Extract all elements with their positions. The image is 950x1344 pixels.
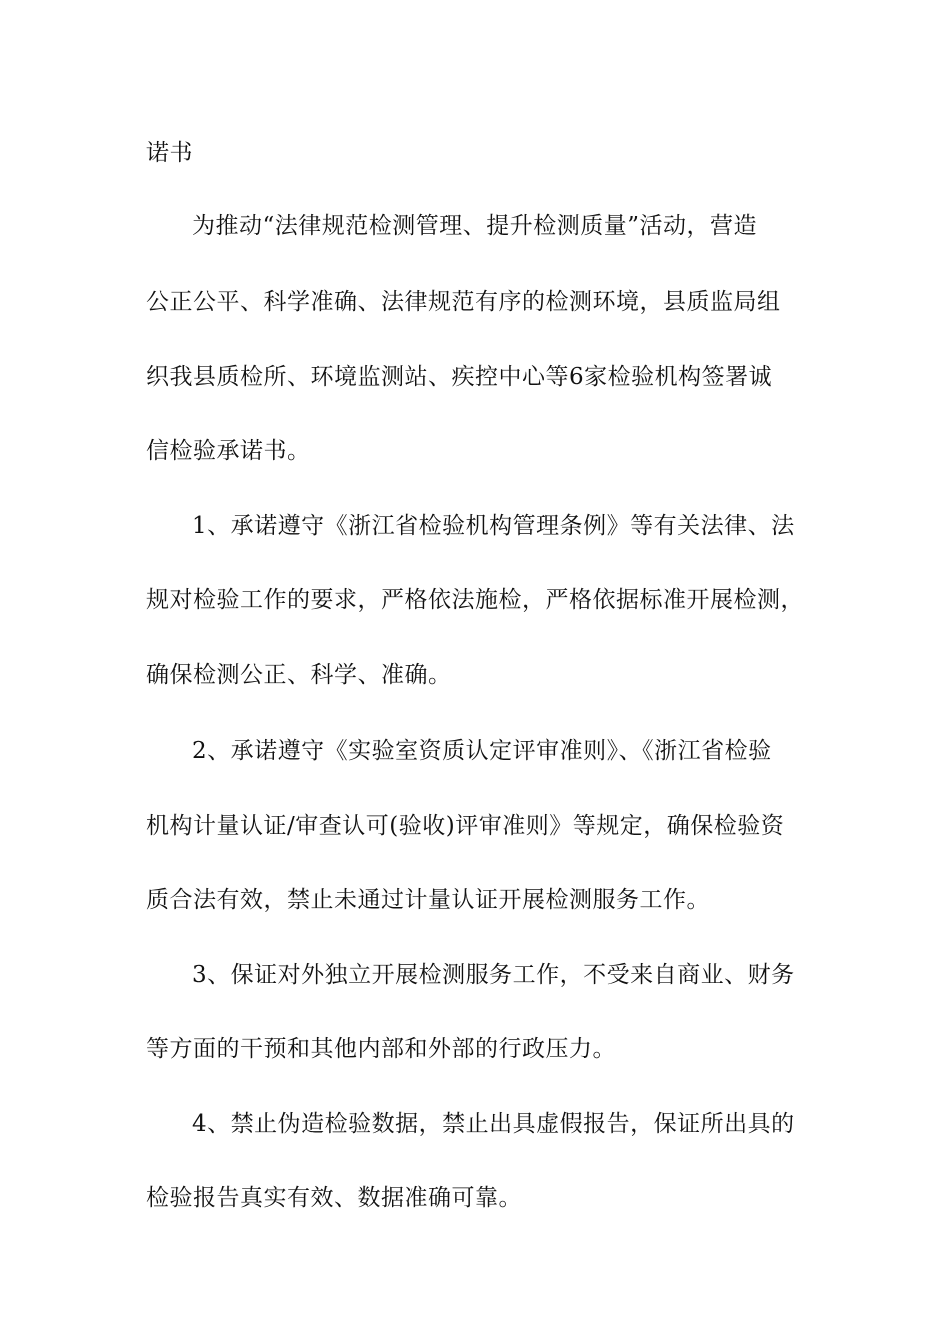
paragraph-item-3-line-2: 等方面的干预和其他内部和外部的行政压力。	[146, 1036, 616, 1062]
paragraph-item-3-line-1: 3、保证对外独立开展检测服务工作，不受来自商业、财务	[192, 962, 795, 988]
paragraph-item-4-line-1: 4、禁止伪造检验数据，禁止出具虚假报告，保证所出具的	[192, 1111, 795, 1137]
paragraph-intro-line-2: 公正公平、科学准确、法律规范有序的检测环境，县质监局组	[146, 289, 781, 315]
paragraph-item-4-line-2: 检验报告真实有效、数据准确可靠。	[146, 1185, 522, 1211]
paragraph-intro-line-4: 信检验承诺书。	[146, 438, 311, 464]
heading-fragment: 诺书	[146, 140, 193, 166]
paragraph-item-1-line-1: 1、承诺遵守《浙江省检验机构管理条例》等有关法律、法	[192, 513, 795, 539]
paragraph-item-1-line-3: 确保检测公正、科学、准确。	[146, 662, 452, 688]
paragraph-item-2-line-1: 2、承诺遵守《实验室资质认定评审准则》、《浙江省检验	[192, 738, 772, 764]
paragraph-intro-line-3: 织我县质检所、环境监测站、疾控中心等6家检验机构签署诚	[146, 364, 773, 390]
paragraph-intro-line-1: 为推动“法律规范检测管理、提升检测质量”活动，营造	[192, 213, 758, 239]
paragraph-item-1-line-2: 规对检验工作的要求，严格依法施检，严格依据标准开展检测，	[146, 587, 804, 613]
paragraph-item-2-line-2: 机构计量认证/审查认可(验收)评审准则》等规定，确保检验资	[146, 813, 785, 839]
paragraph-item-2-line-3: 质合法有效，禁止未通过计量认证开展检测服务工作。	[146, 887, 710, 913]
